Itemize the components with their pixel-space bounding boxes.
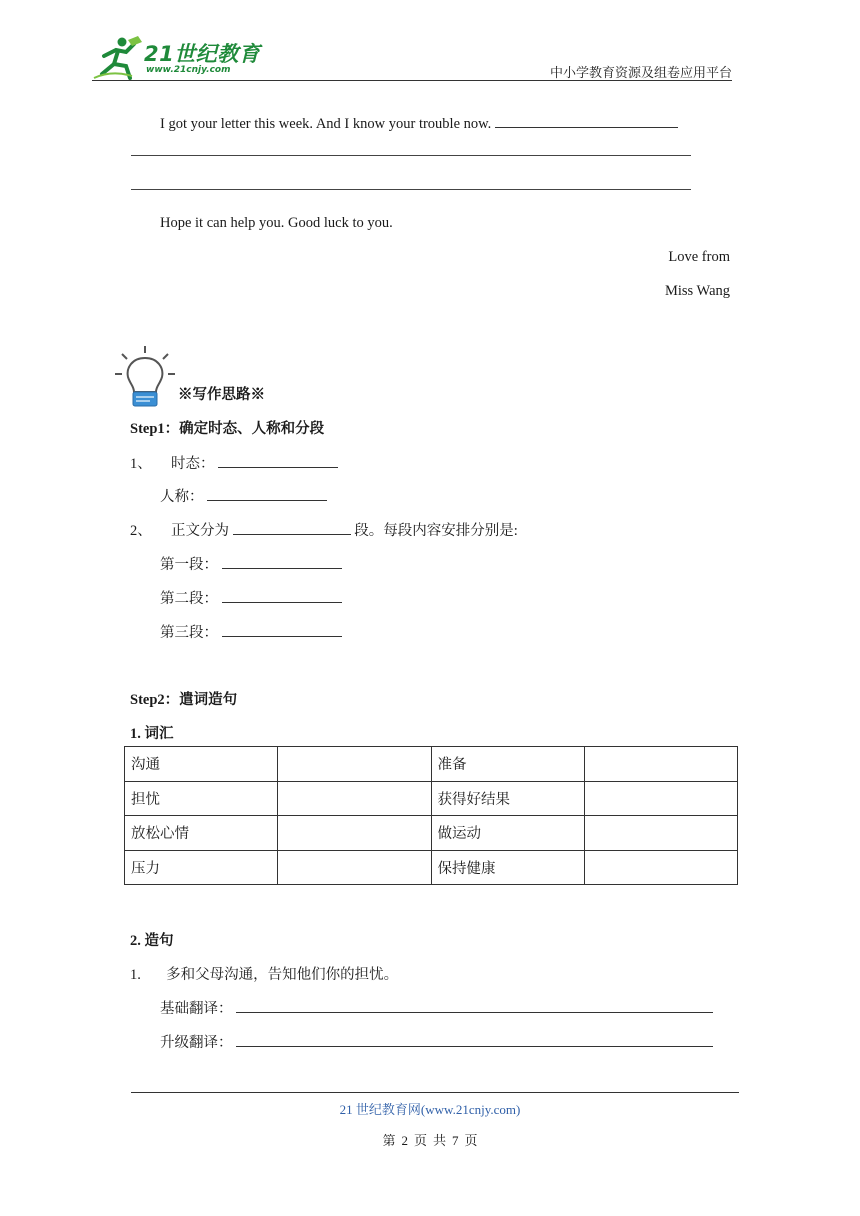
basic-translation-blank[interactable]: [236, 999, 713, 1013]
para2-blank[interactable]: [222, 589, 342, 603]
item-number: 1、: [130, 456, 152, 472]
platform-title: 中小学教育资源及组卷应用平台: [549, 65, 732, 80]
page-ye: 页: [413, 1133, 427, 1148]
vocab-term-cell: 放松心情: [125, 816, 278, 851]
para2-label: 第二段：: [160, 591, 218, 607]
sentence-number: 1.: [130, 967, 141, 983]
sentence-1: [130, 963, 398, 984]
tense-blank[interactable]: [218, 454, 338, 468]
page-indicator: [0, 1130, 860, 1149]
para1-label: 第一段：: [160, 557, 218, 573]
para2-row: [160, 587, 342, 608]
lightbulb-icon: [112, 344, 178, 410]
para-prefix: 正文分为: [171, 523, 229, 539]
answer-line[interactable]: [131, 155, 691, 156]
vocab-title: 1. 词汇: [130, 726, 174, 742]
para1-blank[interactable]: [222, 555, 342, 569]
table-row: [125, 816, 738, 851]
love-from: Love from: [668, 249, 730, 265]
header-divider: [92, 80, 732, 81]
letter-closing: Hope it can help you. Good luck to you.: [160, 215, 393, 231]
para3-blank[interactable]: [222, 623, 342, 637]
vocab-answer-cell[interactable]: [584, 781, 737, 816]
vocab-term-cell: 保持健康: [431, 850, 584, 885]
footer-divider: [131, 1092, 739, 1093]
para1-row: [160, 553, 342, 574]
step2-title: Step2：遣词造句: [130, 692, 238, 708]
vocab-answer-cell[interactable]: [278, 747, 431, 782]
para3-row: [160, 621, 342, 642]
person-label: 人称：: [160, 489, 204, 505]
vocab-term-cell: 获得好结果: [431, 781, 584, 816]
basic-label: 基础翻译：: [160, 1001, 233, 1017]
footer-site-link[interactable]: 21 世纪教育网(www.21cnjy.com): [339, 1102, 521, 1117]
answer-blank[interactable]: [495, 114, 678, 128]
person-blank[interactable]: [207, 487, 327, 501]
logo: [92, 34, 267, 80]
logo-name: 21世纪教育: [144, 42, 261, 66]
vocab-answer-cell[interactable]: [278, 850, 431, 885]
tense-label: 时态：: [171, 456, 215, 472]
table-row: [125, 850, 738, 885]
runner-logo-icon: [92, 34, 148, 80]
vocab-term-cell: 担忧: [125, 781, 278, 816]
vocab-term-cell: 准备: [431, 747, 584, 782]
basic-translation-row: [160, 997, 713, 1018]
vocab-answer-cell[interactable]: [278, 816, 431, 851]
sentence-text: 多和父母沟通，告知他们你的担忧。: [166, 967, 399, 983]
letter-line-1: [160, 114, 678, 133]
sentence-title: 2. 造句: [130, 933, 174, 949]
page-header: [92, 32, 732, 82]
para-count-blank[interactable]: [233, 521, 351, 535]
para3-label: 第三段：: [160, 625, 218, 641]
section-title: ※写作思路※: [178, 387, 265, 403]
vocab-answer-cell[interactable]: [278, 781, 431, 816]
page-number: 2: [401, 1133, 408, 1148]
vocab-answer-cell[interactable]: [584, 747, 737, 782]
answer-line[interactable]: [131, 189, 691, 190]
vocab-term-cell: 压力: [125, 850, 278, 885]
letter-intro: I got your letter this week. And I know your trouble now.: [160, 116, 492, 132]
page-total: 7: [452, 1133, 459, 1148]
logo-url: www.21cnjy.com: [146, 65, 231, 75]
advanced-translation-row: [160, 1031, 713, 1052]
advanced-label: 升级翻译：: [160, 1035, 233, 1051]
vocab-answer-cell[interactable]: [584, 850, 737, 885]
para-suffix: 段。每段内容安排分别是:: [354, 523, 518, 539]
page-gong: 共: [433, 1133, 447, 1148]
person-row: [160, 485, 327, 506]
page-di: 第: [382, 1133, 396, 1148]
tense-row: [130, 452, 338, 473]
advanced-translation-blank[interactable]: [236, 1033, 713, 1047]
vocab-answer-cell[interactable]: [584, 816, 737, 851]
vocab-term-cell: 沟通: [125, 747, 278, 782]
signature: Miss Wang: [664, 283, 730, 299]
paragraph-row: [130, 519, 518, 540]
table-row: [125, 781, 738, 816]
vocab-term-cell: 做运动: [431, 816, 584, 851]
item-number: 2、: [130, 523, 152, 539]
step1-title: Step1：确定时态、人称和分段: [130, 421, 325, 437]
vocab-table: [124, 746, 738, 885]
page-ye2: 页: [464, 1133, 478, 1148]
table-row: [125, 747, 738, 782]
